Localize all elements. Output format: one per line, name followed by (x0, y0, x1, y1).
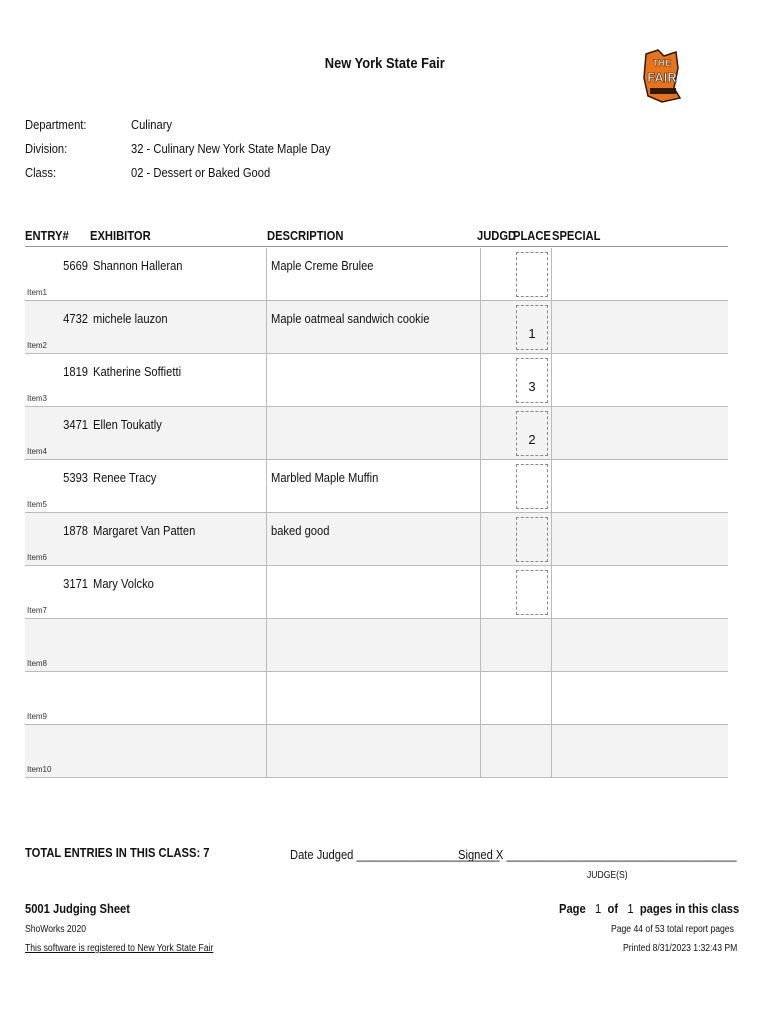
col-divider (480, 725, 481, 777)
col-judgd: JUDGD (477, 228, 517, 243)
entry-number: 3171 (63, 576, 88, 591)
table-row (25, 619, 728, 672)
col-divider (480, 619, 481, 671)
table-row (25, 301, 728, 354)
item-label: Item7 (27, 606, 48, 615)
class-value: 02 - Dessert or Baked Good (131, 165, 271, 180)
item-label: Item9 (27, 712, 48, 721)
col-divider (551, 566, 552, 618)
col-divider (551, 725, 552, 777)
col-divider (266, 619, 267, 671)
of-word: of (607, 901, 619, 916)
registered-link[interactable]: This software is registered to New York State Fair (25, 943, 214, 954)
place-box[interactable] (516, 252, 548, 297)
col-divider (480, 301, 481, 353)
item-label: Item6 (27, 553, 48, 562)
printed-timestamp: Printed 8/31/2023 1:32:43 PM (623, 943, 738, 954)
col-divider (266, 407, 267, 459)
page-number: 1 (595, 901, 602, 916)
entry-number: 3471 (63, 417, 88, 432)
fair-logo (642, 48, 682, 104)
col-divider (266, 566, 267, 618)
signed-line[interactable]: Signed X _____________________________________ (458, 847, 737, 862)
col-divider (551, 672, 552, 724)
col-divider (480, 460, 481, 512)
item-label: Item2 (27, 341, 48, 350)
page-total: 1 (627, 901, 634, 916)
entry-number: 1819 (63, 364, 88, 379)
col-divider (551, 407, 552, 459)
col-divider (551, 460, 552, 512)
exhibitor-name: Ellen Toukatly (93, 417, 162, 432)
col-divider (480, 248, 481, 300)
table-row (25, 672, 728, 725)
svg-text:FAIR: FAIR (647, 70, 677, 85)
col-entry: ENTRY# (25, 228, 69, 243)
col-divider (551, 619, 552, 671)
col-divider (266, 354, 267, 406)
entry-number: 5393 (63, 470, 88, 485)
table-row (25, 460, 728, 513)
pages-text: pages in this class (639, 901, 740, 916)
col-divider (480, 354, 481, 406)
department-value: Culinary (131, 117, 173, 132)
col-divider (266, 301, 267, 353)
place-box[interactable] (516, 570, 548, 615)
col-divider (480, 672, 481, 724)
col-place: PLACE (513, 228, 551, 243)
col-description: DESCRIPTION (267, 228, 344, 243)
item-label: Item3 (27, 394, 48, 403)
col-divider (266, 513, 267, 565)
item-label: Item4 (27, 447, 48, 456)
col-divider (266, 460, 267, 512)
col-exhibitor: EXHIBITOR (90, 228, 151, 243)
entry-number: 4732 (63, 311, 88, 326)
exhibitor-name: Mary Volcko (93, 576, 154, 591)
col-divider (480, 566, 481, 618)
exhibitor-name: Renee Tracy (93, 470, 157, 485)
entry-description: baked good (271, 523, 330, 538)
col-divider (551, 354, 552, 406)
table-row (25, 566, 728, 619)
date-judged-line[interactable]: Date Judged _______________________ (290, 847, 500, 862)
place-box[interactable]: 2 (516, 411, 548, 456)
col-divider (266, 248, 267, 300)
item-label: Item1 (27, 288, 48, 297)
col-special: SPECIAL (552, 228, 601, 243)
report-pages: Page 44 of 53 total report pages (611, 924, 734, 935)
item-label: Item10 (27, 765, 52, 774)
svg-text:THE: THE (653, 58, 671, 68)
col-divider (266, 672, 267, 724)
table-row (25, 725, 728, 778)
item-label: Item5 (27, 500, 48, 509)
entry-number: 5669 (63, 258, 88, 273)
class-label: Class: (25, 165, 57, 180)
entry-number: 1878 (63, 523, 88, 538)
table-row (25, 354, 728, 407)
place-box[interactable] (516, 517, 548, 562)
place-box[interactable] (516, 464, 548, 509)
exhibitor-name: Katherine Soffietti (93, 364, 182, 379)
judges-caption: JUDGE(S) (587, 870, 628, 881)
exhibitor-name: Margaret Van Patten (93, 523, 196, 538)
col-divider (266, 725, 267, 777)
item-label: Item8 (27, 659, 48, 668)
software-name: ShoWorks 2020 (25, 924, 87, 935)
place-box[interactable]: 3 (516, 358, 548, 403)
exhibitor-name: Shannon Halleran (93, 258, 183, 273)
page-word: Page (559, 901, 586, 916)
division-value: 32 - Culinary New York State Maple Day (131, 141, 331, 156)
exhibitor-name: michele lauzon (93, 311, 168, 326)
col-divider (551, 248, 552, 300)
page-count (559, 901, 739, 916)
table-row (25, 407, 728, 460)
table-row (25, 513, 728, 566)
col-divider (551, 301, 552, 353)
header-divider (25, 246, 728, 247)
sheet-name: 5001 Judging Sheet (25, 901, 131, 916)
entry-description: Maple Creme Brulee (271, 258, 374, 273)
department-label: Department: (25, 117, 87, 132)
entry-description: Marbled Maple Muffin (271, 470, 379, 485)
total-entries: TOTAL ENTRIES IN THIS CLASS: 7 (25, 845, 210, 860)
col-divider (551, 513, 552, 565)
table-row (25, 248, 728, 301)
entry-description: Maple oatmeal sandwich cookie (271, 311, 430, 326)
page-title: New York State Fair (325, 55, 445, 72)
col-divider (480, 513, 481, 565)
place-box[interactable]: 1 (516, 305, 548, 350)
division-label: Division: (25, 141, 68, 156)
col-divider (480, 407, 481, 459)
